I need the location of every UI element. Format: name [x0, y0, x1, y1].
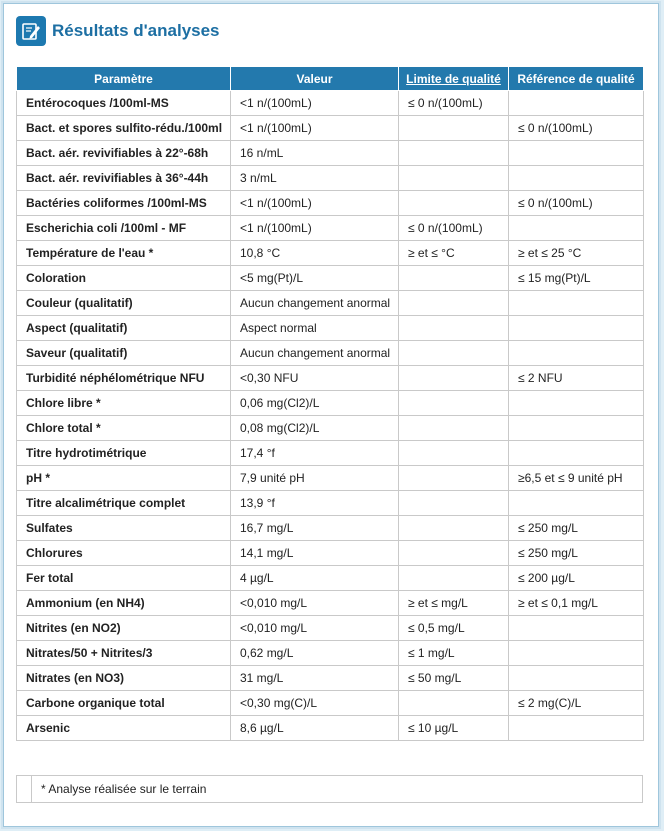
- param-cell: Fer total: [17, 566, 231, 591]
- table-row: [17, 466, 644, 491]
- limit-cell: [399, 391, 509, 416]
- table-row: [17, 666, 644, 691]
- value-cell: 16,7 mg/L: [231, 516, 399, 541]
- table-row: [17, 416, 644, 441]
- value-cell: <0,30 NFU: [231, 366, 399, 391]
- table-row: [17, 716, 644, 741]
- reference-cell: ≥ et ≤ 0,1 mg/L: [509, 591, 644, 616]
- limit-cell: ≤ 0 n/(100mL): [399, 91, 509, 116]
- reference-cell: [509, 166, 644, 191]
- param-cell: Titre alcalimétrique complet: [17, 491, 231, 516]
- table-row: [17, 441, 644, 466]
- reference-cell: [509, 641, 644, 666]
- value-cell: 31 mg/L: [231, 666, 399, 691]
- table-row: [17, 91, 644, 116]
- value-cell: <1 n/(100mL): [231, 216, 399, 241]
- value-cell: 8,6 µg/L: [231, 716, 399, 741]
- edit-document-icon: [16, 16, 46, 46]
- reference-cell: [509, 716, 644, 741]
- limit-cell: [399, 166, 509, 191]
- value-cell: <1 n/(100mL): [231, 191, 399, 216]
- limit-cell: [399, 116, 509, 141]
- value-cell: 16 n/mL: [231, 141, 399, 166]
- page-title: Résultats d'analyses: [52, 21, 220, 40]
- value-cell: <1 n/(100mL): [231, 116, 399, 141]
- table-row: [17, 641, 644, 666]
- limit-cell: [399, 516, 509, 541]
- limit-cell: ≤ 50 mg/L: [399, 666, 509, 691]
- table-row: [17, 491, 644, 516]
- value-cell: 14,1 mg/L: [231, 541, 399, 566]
- param-cell: Sulfates: [17, 516, 231, 541]
- table-row: [17, 591, 644, 616]
- limit-cell: [399, 266, 509, 291]
- footnote-box: [16, 775, 643, 803]
- limit-cell: ≤ 1 mg/L: [399, 641, 509, 666]
- table-row: [17, 216, 644, 241]
- param-cell: Entérocoques /100ml-MS: [17, 91, 231, 116]
- table-row: [17, 291, 644, 316]
- param-cell: Bact. et spores sulfito-rédu./100ml: [17, 116, 231, 141]
- value-cell: <0,30 mg(C)/L: [231, 691, 399, 716]
- reference-cell: [509, 291, 644, 316]
- value-cell: 3 n/mL: [231, 166, 399, 191]
- limit-cell: [399, 366, 509, 391]
- column-header-valeur: Valeur: [231, 67, 399, 91]
- reference-cell: [509, 391, 644, 416]
- table-row: [17, 116, 644, 141]
- limit-cell: [399, 416, 509, 441]
- value-cell: 4 µg/L: [231, 566, 399, 591]
- limit-cell: [399, 541, 509, 566]
- param-cell: Température de l'eau *: [17, 241, 231, 266]
- value-cell: 17,4 °f: [231, 441, 399, 466]
- column-header-limite-link[interactable]: Limite de qualité: [399, 67, 509, 91]
- reference-cell: [509, 341, 644, 366]
- table-row: [17, 316, 644, 341]
- table-row: [17, 541, 644, 566]
- table-row: [17, 616, 644, 641]
- limit-cell: [399, 566, 509, 591]
- param-cell: Chlorures: [17, 541, 231, 566]
- reference-cell: ≤ 15 mg(Pt)/L: [509, 266, 644, 291]
- value-cell: <0,010 mg/L: [231, 591, 399, 616]
- param-cell: Bact. aér. revivifiables à 36°-44h: [17, 166, 231, 191]
- param-cell: Bactéries coliformes /100ml-MS: [17, 191, 231, 216]
- param-cell: Titre hydrotimétrique: [17, 441, 231, 466]
- param-cell: Turbidité néphélométrique NFU: [17, 366, 231, 391]
- limit-cell: [399, 316, 509, 341]
- param-cell: Coloration: [17, 266, 231, 291]
- value-cell: Aucun changement anormal: [231, 291, 399, 316]
- limit-cell: [399, 141, 509, 166]
- table-row: [17, 266, 644, 291]
- limit-cell: [399, 491, 509, 516]
- table-row: [17, 691, 644, 716]
- value-cell: 13,9 °f: [231, 491, 399, 516]
- reference-cell: [509, 616, 644, 641]
- results-panel: [3, 3, 659, 827]
- value-cell: Aspect normal: [231, 316, 399, 341]
- limit-cell: [399, 291, 509, 316]
- limit-cell: ≥ et ≤ °C: [399, 241, 509, 266]
- value-cell: <1 n/(100mL): [231, 91, 399, 116]
- limit-cell: [399, 191, 509, 216]
- value-cell: 0,06 mg(Cl2)/L: [231, 391, 399, 416]
- limit-cell: [399, 691, 509, 716]
- table-row: [17, 341, 644, 366]
- value-cell: 0,62 mg/L: [231, 641, 399, 666]
- reference-cell: [509, 441, 644, 466]
- reference-cell: [509, 416, 644, 441]
- panel-header: [16, 15, 220, 47]
- param-cell: Nitrates/50 + Nitrites/3: [17, 641, 231, 666]
- column-header-reference: Référence de qualité: [509, 67, 644, 91]
- reference-cell: [509, 316, 644, 341]
- table-row: [17, 566, 644, 591]
- reference-cell: ≤ 250 mg/L: [509, 541, 644, 566]
- table-row: [17, 366, 644, 391]
- table-row: [17, 166, 644, 191]
- reference-cell: ≤ 0 n/(100mL): [509, 191, 644, 216]
- param-cell: Bact. aér. revivifiables à 22°-68h: [17, 141, 231, 166]
- reference-cell: ≤ 0 n/(100mL): [509, 116, 644, 141]
- reference-cell: ≥6,5 et ≤ 9 unité pH: [509, 466, 644, 491]
- param-cell: Arsenic: [17, 716, 231, 741]
- param-cell: Carbone organique total: [17, 691, 231, 716]
- param-cell: Escherichia coli /100ml - MF: [17, 216, 231, 241]
- value-cell: <0,010 mg/L: [231, 616, 399, 641]
- value-cell: 10,8 °C: [231, 241, 399, 266]
- table-header-row: [17, 67, 644, 91]
- value-cell: Aucun changement anormal: [231, 341, 399, 366]
- limit-cell: [399, 441, 509, 466]
- results-table: [16, 66, 644, 741]
- limit-cell: ≤ 0,5 mg/L: [399, 616, 509, 641]
- table-row: [17, 391, 644, 416]
- param-cell: Couleur (qualitatif): [17, 291, 231, 316]
- reference-cell: ≤ 2 mg(C)/L: [509, 691, 644, 716]
- table-row: [17, 241, 644, 266]
- footnote-text: * Analyse réalisée sur le terrain: [41, 782, 207, 796]
- limit-cell: [399, 341, 509, 366]
- reference-cell: ≤ 250 mg/L: [509, 516, 644, 541]
- value-cell: <5 mg(Pt)/L: [231, 266, 399, 291]
- limit-cell: ≤ 10 µg/L: [399, 716, 509, 741]
- limit-cell: [399, 466, 509, 491]
- param-cell: Aspect (qualitatif): [17, 316, 231, 341]
- param-cell: pH *: [17, 466, 231, 491]
- table-row: [17, 191, 644, 216]
- reference-cell: ≤ 2 NFU: [509, 366, 644, 391]
- table-row: [17, 141, 644, 166]
- reference-cell: [509, 491, 644, 516]
- reference-cell: ≥ et ≤ 25 °C: [509, 241, 644, 266]
- param-cell: Nitrates (en NO3): [17, 666, 231, 691]
- reference-cell: [509, 666, 644, 691]
- reference-cell: ≤ 200 µg/L: [509, 566, 644, 591]
- reference-cell: [509, 141, 644, 166]
- value-cell: 7,9 unité pH: [231, 466, 399, 491]
- param-cell: Chlore libre *: [17, 391, 231, 416]
- table-row: [17, 516, 644, 541]
- column-header-parametre: Paramètre: [17, 67, 231, 91]
- reference-cell: [509, 91, 644, 116]
- param-cell: Nitrites (en NO2): [17, 616, 231, 641]
- param-cell: Ammonium (en NH4): [17, 591, 231, 616]
- reference-cell: [509, 216, 644, 241]
- param-cell: Chlore total *: [17, 416, 231, 441]
- value-cell: 0,08 mg(Cl2)/L: [231, 416, 399, 441]
- param-cell: Saveur (qualitatif): [17, 341, 231, 366]
- limit-cell: ≤ 0 n/(100mL): [399, 216, 509, 241]
- limit-cell: ≥ et ≤ mg/L: [399, 591, 509, 616]
